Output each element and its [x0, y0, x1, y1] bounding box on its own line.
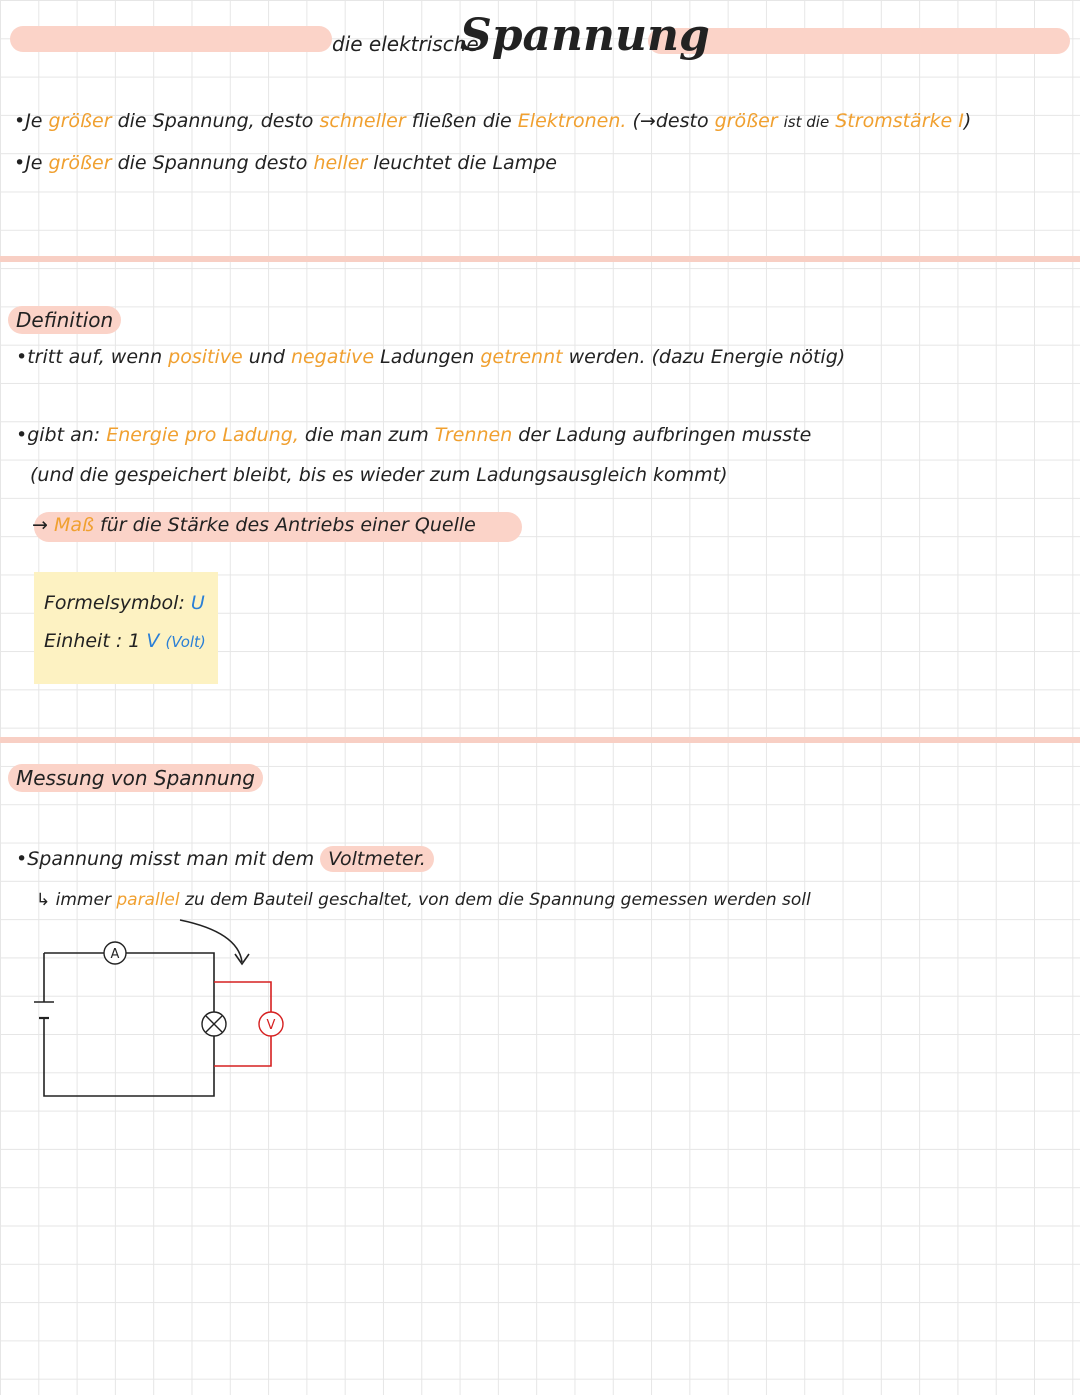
formula-symbol-line: Formelsymbol: U — [44, 592, 205, 614]
title-pill-left — [10, 26, 332, 52]
circuit-wire — [44, 953, 214, 1096]
page-title: Spannung — [460, 10, 710, 61]
definition-heading: Definition — [8, 306, 121, 334]
intro-line-1: •Je größer die Spannung, desto schneller fließen die Elektronen. (→desto größer ist die Stromstärke I) — [14, 110, 972, 132]
section-divider-2 — [0, 737, 1080, 743]
section-divider-1 — [0, 256, 1080, 262]
ammeter-label: A — [110, 947, 120, 962]
formula-sticky-note — [34, 572, 218, 684]
formula-unit-line: Einheit : 1 V (Volt) — [44, 630, 206, 652]
title-prefix: die elektrische — [332, 32, 479, 56]
measurement-line-2: ↳ immer parallel zu dem Bauteil geschaltet, von dem die Spannung gemessen werden soll — [36, 890, 811, 910]
definition-line-4: → Maß für die Stärke des Antriebs einer Quelle — [32, 514, 476, 536]
arrow-icon: → — [32, 514, 48, 536]
pointer-arrow-curve — [180, 920, 242, 962]
definition-line-3: (und die gespeichert bleibt, bis es wieder zum Ladungsausgleich kommt) — [30, 464, 728, 486]
circuit-diagram — [0, 900, 320, 1110]
measurement-heading: Messung von Spannung — [8, 764, 263, 792]
definition-line-1: •tritt auf, wenn positive und negative Ladungen getrennt werden. (dazu Energie nötig) — [16, 346, 846, 368]
voltmeter-label: V — [266, 1018, 276, 1033]
definition-line-2: •gibt an: Energie pro Ladung, die man zum Trennen der Ladung aufbringen musste — [16, 424, 812, 446]
measurement-line-1: •Spannung misst man mit dem Voltmeter. — [16, 848, 434, 870]
intro-line-2: •Je größer die Spannung desto heller leuchtet die Lampe — [14, 152, 557, 174]
title-pill-right — [648, 28, 1070, 54]
